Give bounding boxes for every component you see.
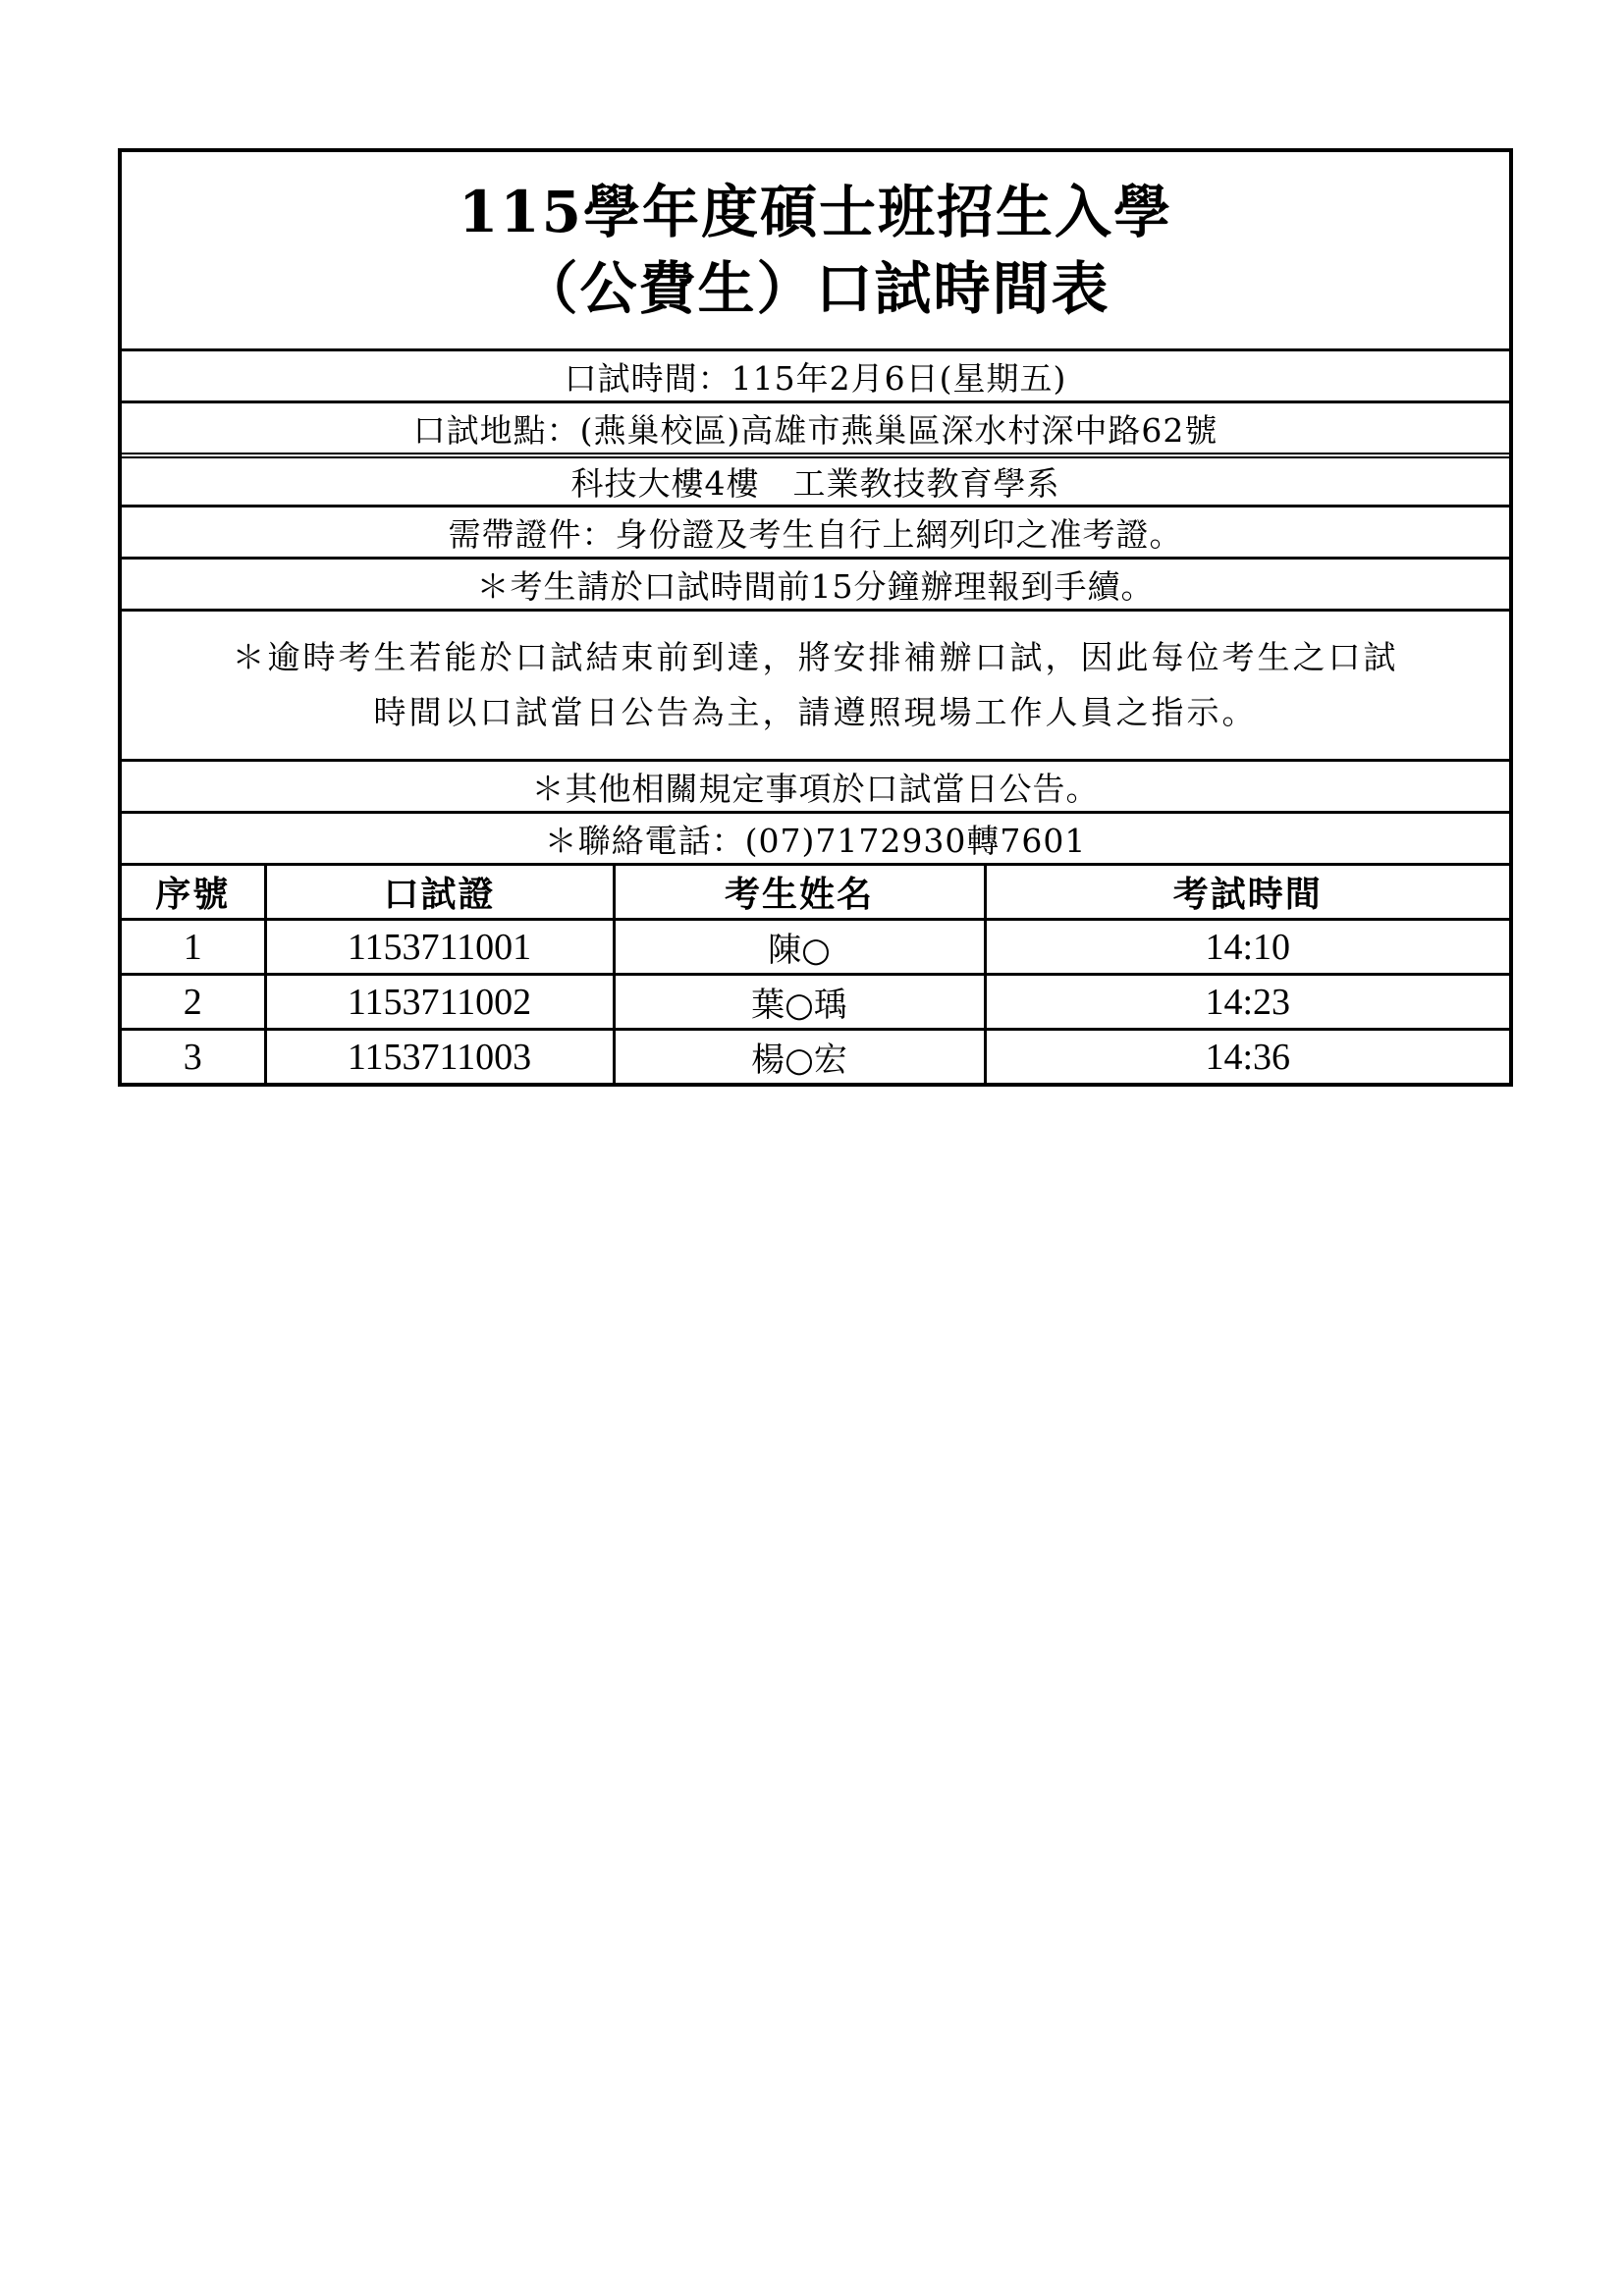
exam-building-row — [122, 453, 1509, 505]
schedule-table — [122, 863, 1509, 1083]
cell-time: 14:10 — [985, 920, 1509, 975]
table-header-row — [122, 865, 1509, 920]
schedule-sheet — [118, 148, 1513, 1087]
exam-location-text: 口試地點：(燕巢校區)高雄市燕巢區深水村深中路62號 — [412, 410, 1218, 450]
exam-building-text: 科技大樓4樓 工業教技教育學系 — [570, 464, 1060, 503]
contact-phone-row — [122, 811, 1509, 863]
page-subtitle: （公費生）口試時間表 — [520, 255, 1110, 322]
cell-name: 陳○ — [614, 920, 985, 975]
cell-time: 14:36 — [985, 1030, 1509, 1084]
cell-seq: 1 — [122, 920, 265, 975]
header-exam-id: 口試證 — [265, 865, 614, 920]
required-documents-text: 需帶證件：身份證及考生自行上網列印之准考證。 — [448, 514, 1183, 554]
late-notice-line-1: ＊逾時考生若能於口試結束前到達，將安排補辦口試，因此每位考生之口試 — [232, 638, 1399, 676]
checkin-notice-text: ＊考生請於口試時間前15分鐘辦理報到手續。 — [476, 566, 1155, 606]
cell-name: 楊○宏 — [614, 1030, 985, 1084]
exam-time-text: 口試時間：115年2月6日(星期五) — [564, 358, 1067, 398]
other-rules-row — [122, 759, 1509, 811]
required-documents-row — [122, 505, 1509, 557]
exam-location-row — [122, 400, 1509, 453]
table-row — [122, 1030, 1509, 1084]
late-notice-line-2: 時間以口試當日公告為主，請遵照現場工作人員之指示。 — [373, 693, 1258, 731]
title-block — [122, 152, 1509, 348]
table-row — [122, 920, 1509, 975]
header-time: 考試時間 — [985, 865, 1509, 920]
late-notice-row — [122, 609, 1509, 759]
checkin-notice-row — [122, 557, 1509, 609]
header-name: 考生姓名 — [614, 865, 985, 920]
cell-exam-id: 1153711001 — [265, 920, 614, 975]
cell-seq: 3 — [122, 1030, 265, 1084]
cell-time: 14:23 — [985, 975, 1509, 1030]
header-seq: 序號 — [155, 874, 231, 915]
contact-phone-text: ＊聯絡電話：(07)7172930轉7601 — [544, 821, 1087, 860]
exam-time-row — [122, 348, 1509, 400]
table-row — [122, 975, 1509, 1030]
cell-exam-id: 1153711003 — [265, 1030, 614, 1084]
other-rules-text: ＊其他相關規定事項於口試當日公告。 — [531, 769, 1100, 808]
cell-exam-id: 1153711002 — [265, 975, 614, 1030]
cell-name: 葉○瑀 — [614, 975, 985, 1030]
cell-seq: 2 — [122, 975, 265, 1030]
page-title: 115學年度碩士班招生入學 — [458, 179, 1173, 245]
